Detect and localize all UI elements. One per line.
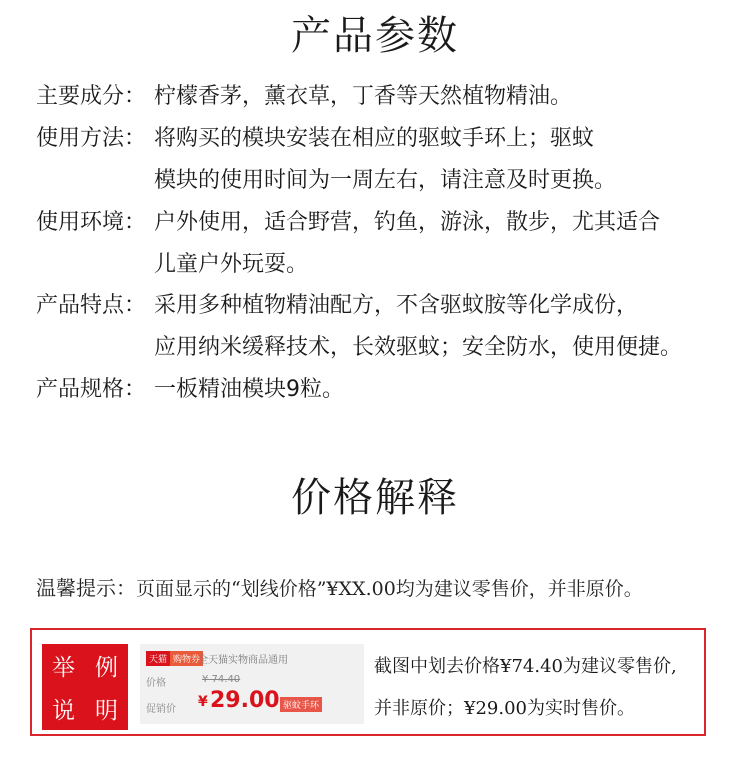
example-explanation-line: 截图中划去价格¥74.40为建议零售价, [374,656,677,677]
param-value [154,285,714,369]
param-value-line: 儿童户外玩耍。 [154,252,309,277]
promo-label: 促销价 [146,704,176,715]
coupon-tag: 购物券 [170,651,203,666]
param-value [154,202,714,286]
param-value [154,76,714,118]
notice-text: 页面显示的“划线价格”¥XX.00均为建议零售价，并非原价。 [136,578,643,600]
notice-label: 温馨提示： [36,576,136,600]
badge-char: 明 [95,698,118,724]
price-example-box [30,628,706,736]
badge-char: 说 [52,698,75,724]
param-value-line: 应用纳米缓释技术，长效驱蚊；安全防水，使用便捷。 [154,335,683,360]
param-value [154,118,714,202]
promo-product-tag: 驱蚊手环 [280,697,322,712]
param-value-line: 模块的使用时间为一周左右，请注意及时更换。 [154,168,617,193]
badge-char: 例 [95,655,118,681]
param-label: 使用方法： [36,126,147,151]
param-row-ingredients [36,76,714,118]
example-explanation-line: 并非原价；¥29.00为实时售价。 [374,698,635,719]
price-label: 价格 [146,678,166,689]
product-params-title: 产品参数 [291,13,459,59]
currency-symbol: ¥ [198,694,208,710]
coupon-description: 全天猫实物商品通用 [198,655,288,666]
param-label: 主要成分： [36,84,147,109]
example-badge [42,644,128,730]
badge-char: 举 [52,655,75,681]
param-row-usage [36,118,714,202]
param-value-line: 户外使用，适合野营，钓鱼，游泳，散步，尤其适合 [154,210,661,235]
param-label: 使用环境： [36,210,147,235]
price-explanation-title: 价格解释 [291,475,459,521]
param-value-line: 柠檬香茅，薰衣草，丁香等天然植物精油。 [154,84,573,109]
param-value-line: 将购买的模块安装在相应的驱蚊手环上；驱蚊 [154,126,595,151]
promo-price: 29.00 [210,688,280,713]
param-value [154,369,714,411]
param-label: 产品规格： [36,377,147,402]
param-label: 产品特点： [36,293,147,318]
param-row-environment [36,202,714,286]
original-price: ¥ 74.40 [202,674,241,685]
param-value-line: 一板精油模块9粒。 [154,377,344,402]
example-price-screenshot [140,644,364,724]
param-row-features [36,285,714,369]
tmall-tag: 天猫 [146,651,170,666]
param-row-spec [36,369,714,411]
price-notice [36,572,643,601]
param-value-line: 采用多种植物精油配方，不含驱蚊胺等化学成份， [154,293,639,318]
